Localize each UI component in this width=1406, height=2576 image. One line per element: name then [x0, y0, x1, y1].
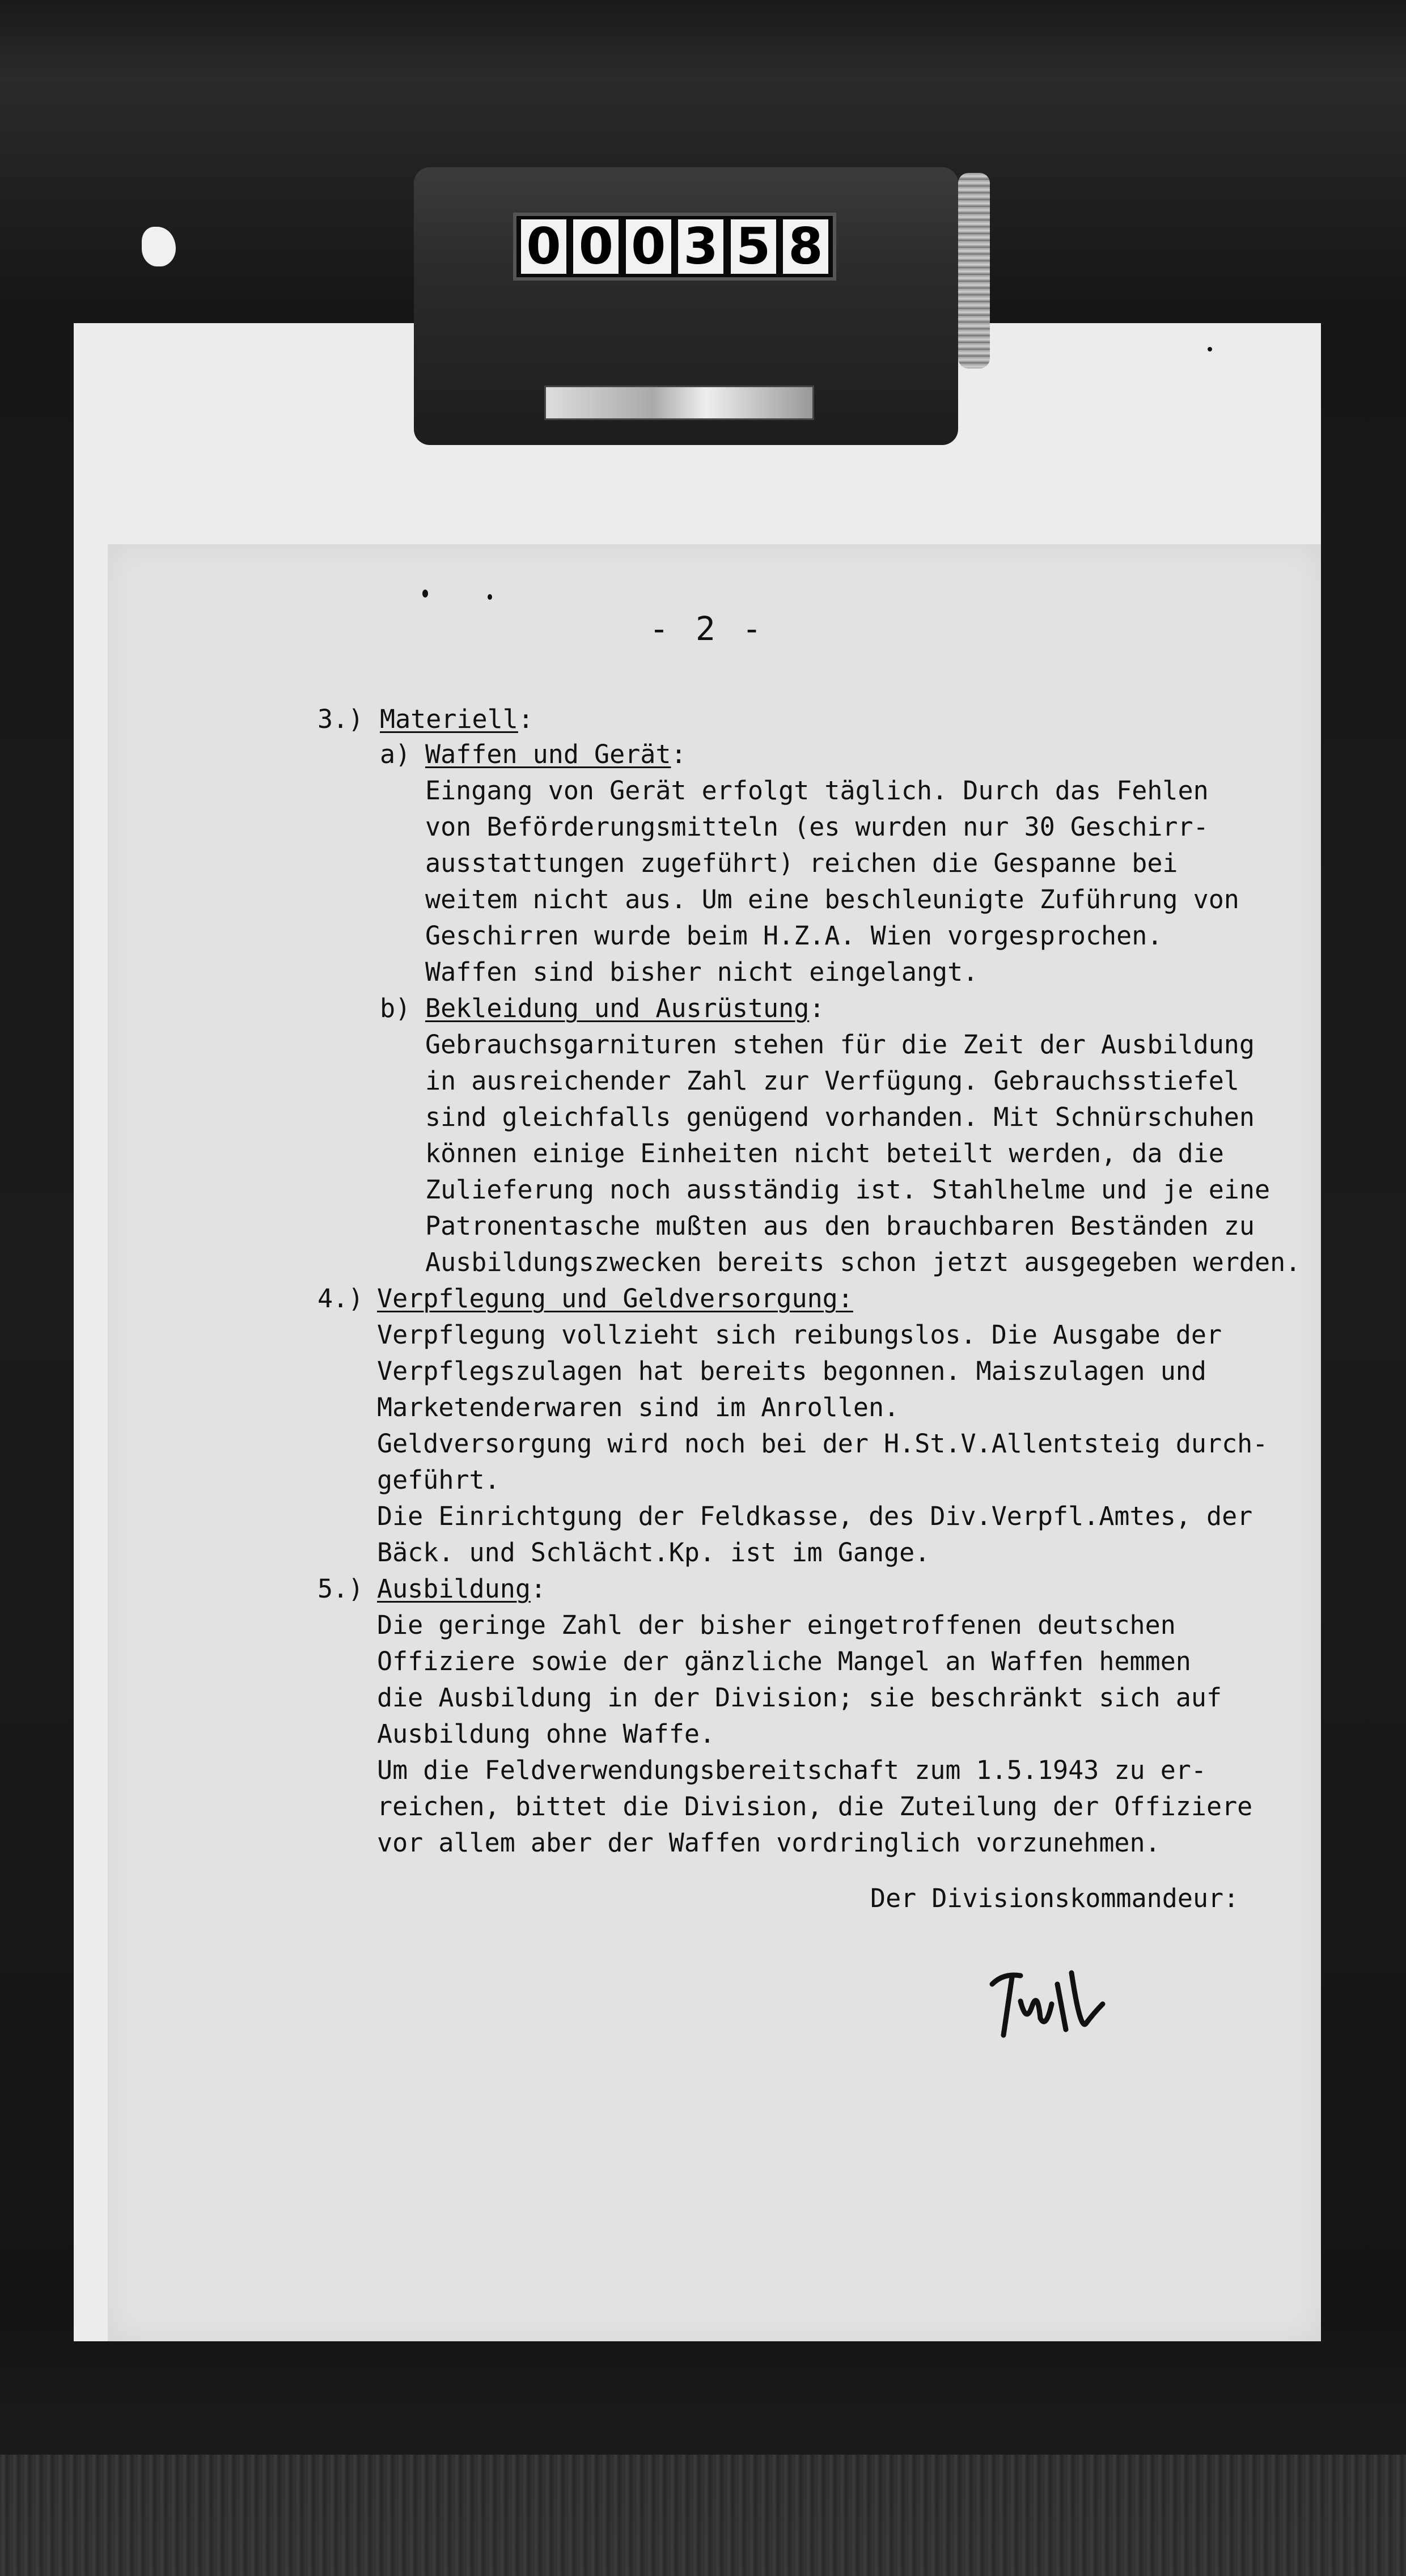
body-line: weitem nicht aus. Um eine beschleunigte Zuführung von: [425, 884, 1239, 914]
body-line: Verpflegung vollzieht sich reibungslos. Die Ausgabe der: [377, 1320, 1222, 1350]
body-line: reichen, bittet die Division, die Zuteilung der Offiziere: [377, 1791, 1253, 1821]
body-line: von Beförderungsmitteln (es wurden nur 30 Geschirr-: [425, 812, 1209, 842]
body-line: Die Einrichtgung der Feldkasse, des Div.Verpfl.Amtes, der: [377, 1501, 1253, 1531]
subsection-heading: Bekleidung und Ausrüstung:: [425, 993, 825, 1023]
counter-digit: 8: [783, 219, 828, 274]
body-line: Eingang von Gerät erfolgt täglich. Durch das Fehlen: [425, 776, 1209, 806]
body-line: vor allem aber der Waffen vordringlich vorzunehmen.: [377, 1828, 1161, 1858]
body-line: Bäck. und Schlächt.Kp. ist im Gange.: [377, 1537, 930, 1567]
counter-digit: 0: [573, 219, 619, 274]
scanner-bottom-strip: [0, 2455, 1406, 2576]
body-line: Patronentasche mußten aus den brauchbaren Beständen zu: [425, 1211, 1255, 1241]
body-line: Gebrauchsgarnituren stehen für die Zeit der Ausbildung: [425, 1029, 1255, 1060]
page-number: - 2 -: [649, 609, 765, 648]
body-line: können einige Einheiten nicht beteilt werden, da die: [425, 1138, 1224, 1168]
subsection-label: a): [380, 739, 411, 769]
body-line: Geldversorgung wird noch bei der H.St.V.Allentsteig durch-: [377, 1429, 1268, 1459]
body-line: Marketenderwaren sind im Anrollen.: [377, 1392, 900, 1422]
section-number: 3.): [317, 704, 364, 734]
body-line: sind gleichfalls genügend vorhanden. Mit Schnürschuhen: [425, 1102, 1255, 1132]
body-line: Geschirren wurde beim H.Z.A. Wien vorgesprochen.: [425, 921, 1163, 951]
paper-speck: [1208, 347, 1212, 351]
body-line: Waffen sind bisher nicht eingelangt.: [425, 957, 979, 987]
paper-speck: [422, 590, 428, 598]
counter-digit: 5: [731, 219, 776, 274]
signoff-line: Der Divisionskommandeur:: [870, 1883, 1239, 1913]
counter-nameplate: [544, 385, 814, 420]
counter-window: [513, 213, 836, 281]
handwritten-signature: [981, 1950, 1117, 2052]
counter-knob: [958, 173, 990, 368]
counter-digit: 0: [626, 219, 671, 274]
body-line: Die geringe Zahl der bisher eingetroffenen deutschen: [377, 1610, 1176, 1640]
counter-digit: 3: [678, 219, 723, 274]
body-line: geführt.: [377, 1465, 500, 1495]
body-line: Offiziere sowie der gänzliche Mangel an Waffen hemmen: [377, 1646, 1191, 1676]
body-line: Zulieferung noch ausständig ist. Stahlhelme und je eine: [425, 1175, 1271, 1205]
section-number: 5.): [317, 1574, 364, 1604]
body-line: die Ausbildung in der Division; sie beschränkt sich auf: [377, 1683, 1222, 1713]
counter-digit: 0: [521, 219, 566, 274]
body-line: in ausreichender Zahl zur Verfügung. Gebrauchsstiefel: [425, 1066, 1239, 1096]
subsection-label: b): [380, 993, 411, 1023]
paper-speck: [488, 594, 492, 600]
section-heading: Materiell:: [380, 704, 533, 734]
subsection-heading: Waffen und Gerät:: [425, 739, 687, 769]
body-line: Ausbildungszwecken bereits schon jetzt ausgegeben werden.: [425, 1247, 1301, 1277]
body-line: Ausbildung ohne Waffe.: [377, 1719, 715, 1749]
section-number: 4.): [317, 1283, 364, 1314]
body-line: Verpflegszulagen hat bereits begonnen. Maiszulagen und: [377, 1356, 1206, 1386]
section-heading: Verpflegung und Geldversorgung:: [377, 1283, 853, 1314]
body-line: Um die Feldverwendungsbereitschaft zum 1.5.1943 zu er-: [377, 1755, 1206, 1785]
body-line: ausstattungen zugeführt) reichen die Gespanne bei: [425, 848, 1178, 878]
section-heading: Ausbildung:: [377, 1574, 547, 1604]
